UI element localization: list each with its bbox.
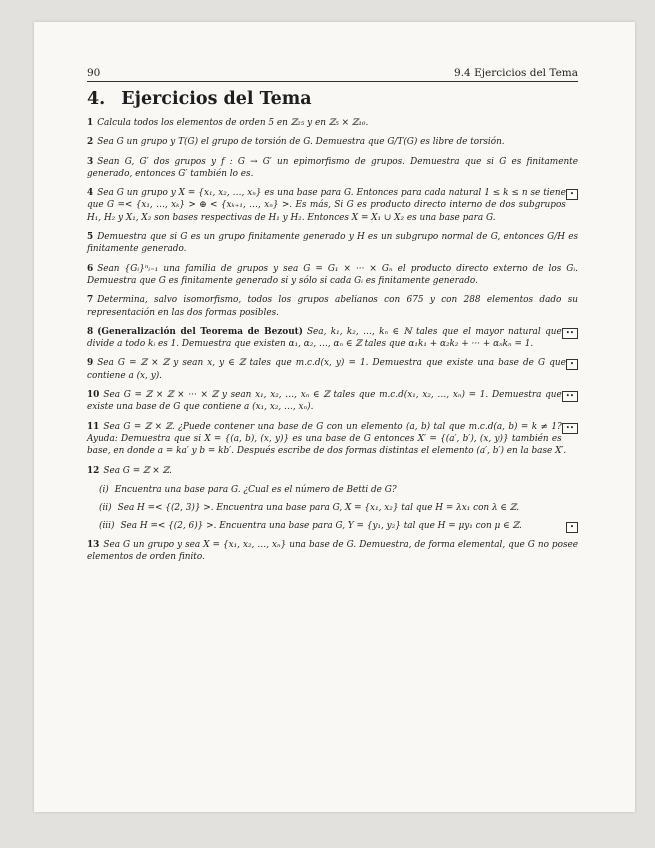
difficulty-badge: • bbox=[566, 522, 578, 533]
exercise-item bbox=[87, 421, 578, 458]
difficulty-badge: • bbox=[566, 359, 578, 370]
exercise-subitem bbox=[99, 520, 578, 532]
subitem-text: Sea H =< {(2, 6)} >. Encuentra una base para G, Y = {y₁, y₂} tal que H = μy₁ con μ ∈ ℤ. bbox=[120, 521, 522, 532]
running-header bbox=[87, 67, 578, 82]
exercise-subitem bbox=[99, 484, 578, 496]
exercise-text: Demuestra que si G es un grupo finitamente generado y H es un subgrupo normal de G, entonces G/H es finitamente generado. bbox=[87, 232, 578, 255]
exercise-item bbox=[87, 156, 578, 181]
exercise-text: Determina, salvo isomorfismo, todos los grupos abelianos con 675 y con 288 elementos dado su representación en las dos formas posibles. bbox=[87, 295, 578, 318]
exercise-item bbox=[87, 263, 578, 288]
exercise-text: Sea G un grupo y X = {x₁, x₂, …, xₙ} es una base para G. Entonces para cada natural 1 ≤ k ≤ n se tiene que G =< {x₁, …, xₖ} > ⊕ < {xₖ₊₁, …, xₙ} >. Es más, Si G es producto directo interno de dos subgrupos H₁, H₂ y X₁, X₂ son bases respectivas de H₁ y H₂. Entonces X = X₁ ∪ X₂ es una base para G. bbox=[87, 188, 566, 223]
exercise-number: 6 bbox=[87, 263, 94, 274]
subitem-label: (i) bbox=[99, 484, 109, 495]
exercise-text: Sea G = ℤ × ℤ × ··· × ℤ y sean x₁, x₂, …, xₙ ∈ ℤ tales que m.c.d(x₁, x₂, …, xₙ) = 1. Demuestra que existe una base de G que contiene a (x₁, x₂, …, xₙ). bbox=[87, 390, 562, 413]
exercise-number: 7 bbox=[87, 295, 94, 306]
exercise-subitem bbox=[99, 502, 578, 514]
exercise-number: 3 bbox=[87, 156, 94, 167]
exercise-number: 12 bbox=[87, 465, 100, 476]
exercise-text: Sean G, G′ dos grupos y f : G → G′ un epimorfismo de grupos. Demuestra que si G es finitamente generado, entonces G′ también lo es. bbox=[87, 156, 578, 179]
exercise-number: 1 bbox=[87, 118, 94, 128]
difficulty-badge: •• bbox=[562, 423, 578, 434]
exercise-text: Sea G = ℤ × ℤ. bbox=[103, 465, 172, 476]
exercise-text: Sean {Gᵢ}ⁿᵢ₌₁ una familia de grupos y sea G = G₁ × ··· × Gₙ el producto directo externo de los Gᵢ. Demuestra que G es finitamente generado si y sólo si cada Gᵢ es finitamente generado. bbox=[87, 263, 578, 286]
exercise-item bbox=[87, 187, 578, 224]
exercise-list bbox=[87, 117, 578, 563]
exercise-text: Sea G = ℤ × ℤ y sean x, y ∈ ℤ tales que m.c.d(x, y) = 1. Demuestra que existe una base de G que contiene a (x, y). bbox=[87, 358, 566, 381]
exercise-number: 11 bbox=[87, 421, 100, 432]
exercise-item bbox=[87, 231, 578, 256]
exercise-number: 8 bbox=[87, 326, 94, 337]
exercise-number: 9 bbox=[87, 358, 94, 369]
exercise-number: 4 bbox=[87, 188, 94, 199]
difficulty-badge: • bbox=[566, 189, 578, 200]
exercise-number: 10 bbox=[87, 390, 100, 401]
chapter-title: Ejercicios del Tema bbox=[121, 89, 312, 109]
exercise-text: Calcula todos los elementos de orden 5 en ℤ₂₅ y en ℤ₅ × ℤ₁₀. bbox=[97, 118, 369, 128]
page-number: 90 bbox=[87, 67, 101, 79]
exercise-item bbox=[87, 326, 578, 351]
difficulty-badge: •• bbox=[562, 328, 578, 339]
page-content bbox=[87, 67, 578, 570]
exercise-item bbox=[87, 294, 578, 319]
chapter-heading bbox=[87, 89, 578, 109]
exercise-item bbox=[87, 117, 578, 129]
exercise-title: (Generalización del Teorema de Bezout) bbox=[97, 326, 303, 337]
exercise-item bbox=[87, 357, 578, 382]
exercise-text: Sea G un grupo y sea X = {x₁, x₂, …, xₙ} una base de G. Demuestra, de forma elemental, que G no posee elementos de orden finito. bbox=[87, 539, 578, 563]
section-title: 9.4 Ejercicios del Tema bbox=[454, 67, 578, 79]
exercise-number: 5 bbox=[87, 232, 94, 243]
exercise-item bbox=[87, 539, 578, 564]
subitem-label: (ii) bbox=[99, 503, 112, 514]
subitem-text: Sea H =< {(2, 3)} >. Encuentra una base para G, X = {x₁, x₂} tal que H = λx₁ con λ ∈ ℤ. bbox=[117, 503, 520, 514]
page-sheet bbox=[34, 22, 635, 812]
exercise-item bbox=[87, 465, 578, 477]
exercise-text: Sea G un grupo y T(G) el grupo de torsión de G. Demuestra que G/T(G) es libre de torsión. bbox=[97, 137, 505, 148]
exercise-text: Sea G = ℤ × ℤ. ¿Puede contener una base de G con un elemento (a, b) tal que m.c.d(a, b) = k ≠ 1? Ayuda: Demuestra que si X = {(a, b), (x, y)} es una base de G entonces X′ = {(a′, b′), (x, y)} también es base, en donde a = ka′ y b = kb′. Después escribe de dos formas distintas el elemento (a′, b′) en la base X′. bbox=[87, 421, 567, 457]
exercise-number: 13 bbox=[87, 539, 100, 550]
subitem-text: Encuentra una base para G. ¿Cual es el número de Betti de G? bbox=[114, 484, 397, 495]
exercise-item bbox=[87, 136, 578, 148]
subitem-label: (iii) bbox=[99, 521, 115, 532]
exercise-number: 2 bbox=[87, 137, 94, 148]
chapter-number: 4. bbox=[87, 89, 106, 109]
difficulty-badge: •• bbox=[562, 391, 578, 402]
exercise-item bbox=[87, 389, 578, 414]
exercise-text: Sea, k₁, k₂, …, kₙ ∈ ℕ tales que el mayor natural que divide a todo kᵢ es 1. Demuestra que existen α₁, α₂, …, αₙ ∈ ℤ tales que α₁k₁ + α₂k₂ + ··· + αₙkₙ = 1. bbox=[87, 326, 562, 350]
